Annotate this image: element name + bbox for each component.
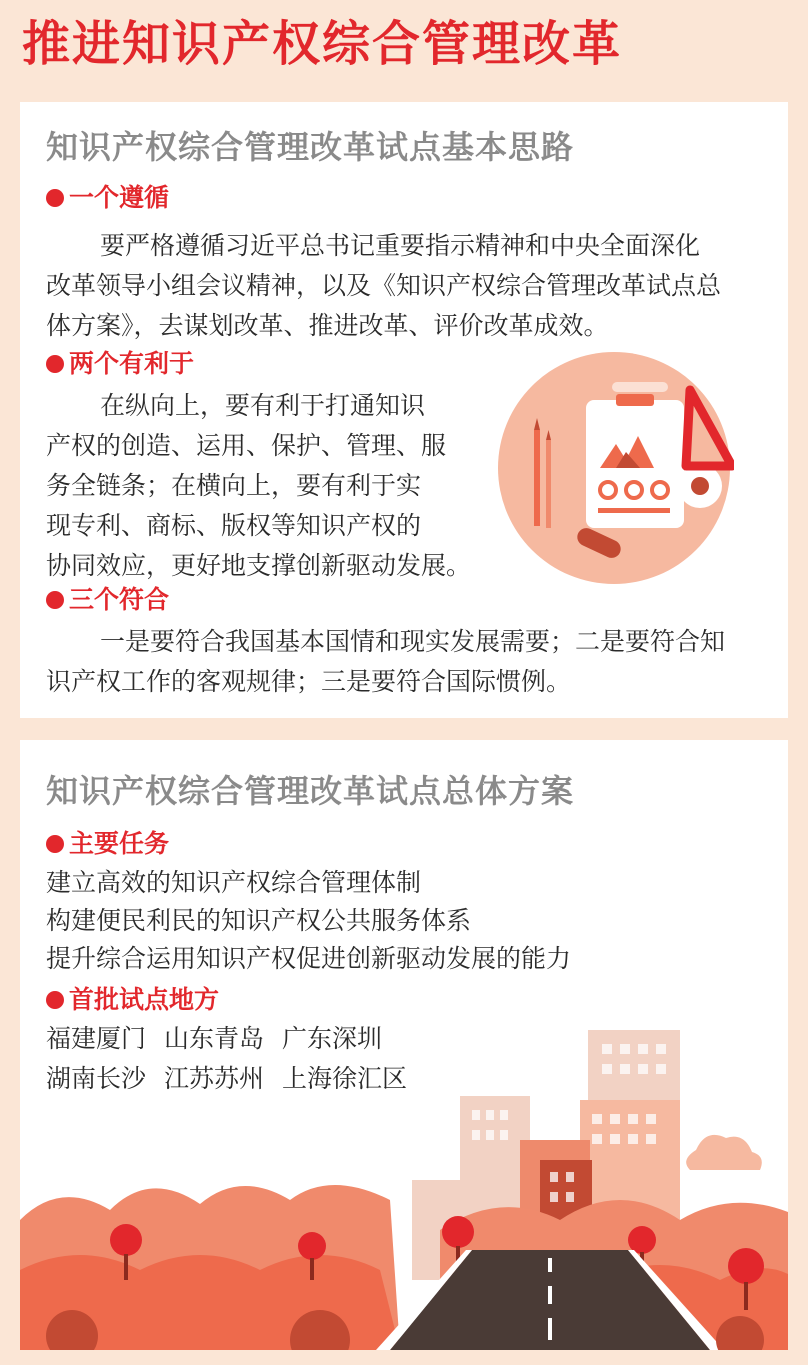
card-overall-plan [20,740,788,1350]
bullet-heading: 两个有利于 [46,348,194,380]
city: 广东深圳 [282,1024,383,1053]
paragraph: 一是要符合我国基本国情和现实发展需要；二是要符合知 识产权工作的客观规律；三是要符合国际惯例。 [46,627,726,696]
paragraph: 在纵向上，要有利于打通知识 产权的创造、运用、保护、管理、服 务全链条；在横向上，要有利于实 现专利、商标、版权等知识产权的 协同效应，更好地支撑创新驱动发展。 [46,391,472,580]
bullet-heading: 首批试点地方 [46,984,219,1016]
section-title: 知识产权综合管理改革试点基本思路 [46,128,575,166]
bullet-heading: 三个符合 [46,584,169,616]
city: 湖南长沙 [46,1064,147,1093]
bullet-dot-icon [46,591,64,609]
paragraph: 要严格遵循习近平总书记重要指示精神和中央全面深化 改革领导小组会议精神，以及《知识产权综合管理改革试点总 体方案》，去谋划改革、推进改革、评价改革成效。 [46,231,722,340]
city-road-illustration-icon [20,1010,788,1350]
main-title: 推进知识产权综合管理改革 [22,16,623,72]
card-basic-ideas [20,102,788,718]
section-title: 知识产权综合管理改革试点总体方案 [46,772,575,810]
clipboard-illustration-icon [494,348,734,588]
bullet-heading: 主要任务 [46,828,169,860]
list-item: 建立高效的知识产权综合管理体制 [46,868,422,897]
city: 江苏苏州 [164,1064,265,1093]
city: 山东青岛 [164,1024,265,1053]
city: 福建厦门 [46,1024,147,1053]
list-item: 构建便民利民的知识产权公共服务体系 [46,906,472,935]
bullet-heading: 一个遵循 [46,182,169,214]
bullet-dot-icon [46,189,64,207]
bullet-dot-icon [46,835,64,853]
list-item: 提升综合运用知识产权促进创新驱动发展的能力 [46,944,572,973]
city: 上海徐汇区 [282,1064,408,1093]
bullet-dot-icon [46,355,64,373]
bullet-dot-icon [46,991,64,1009]
